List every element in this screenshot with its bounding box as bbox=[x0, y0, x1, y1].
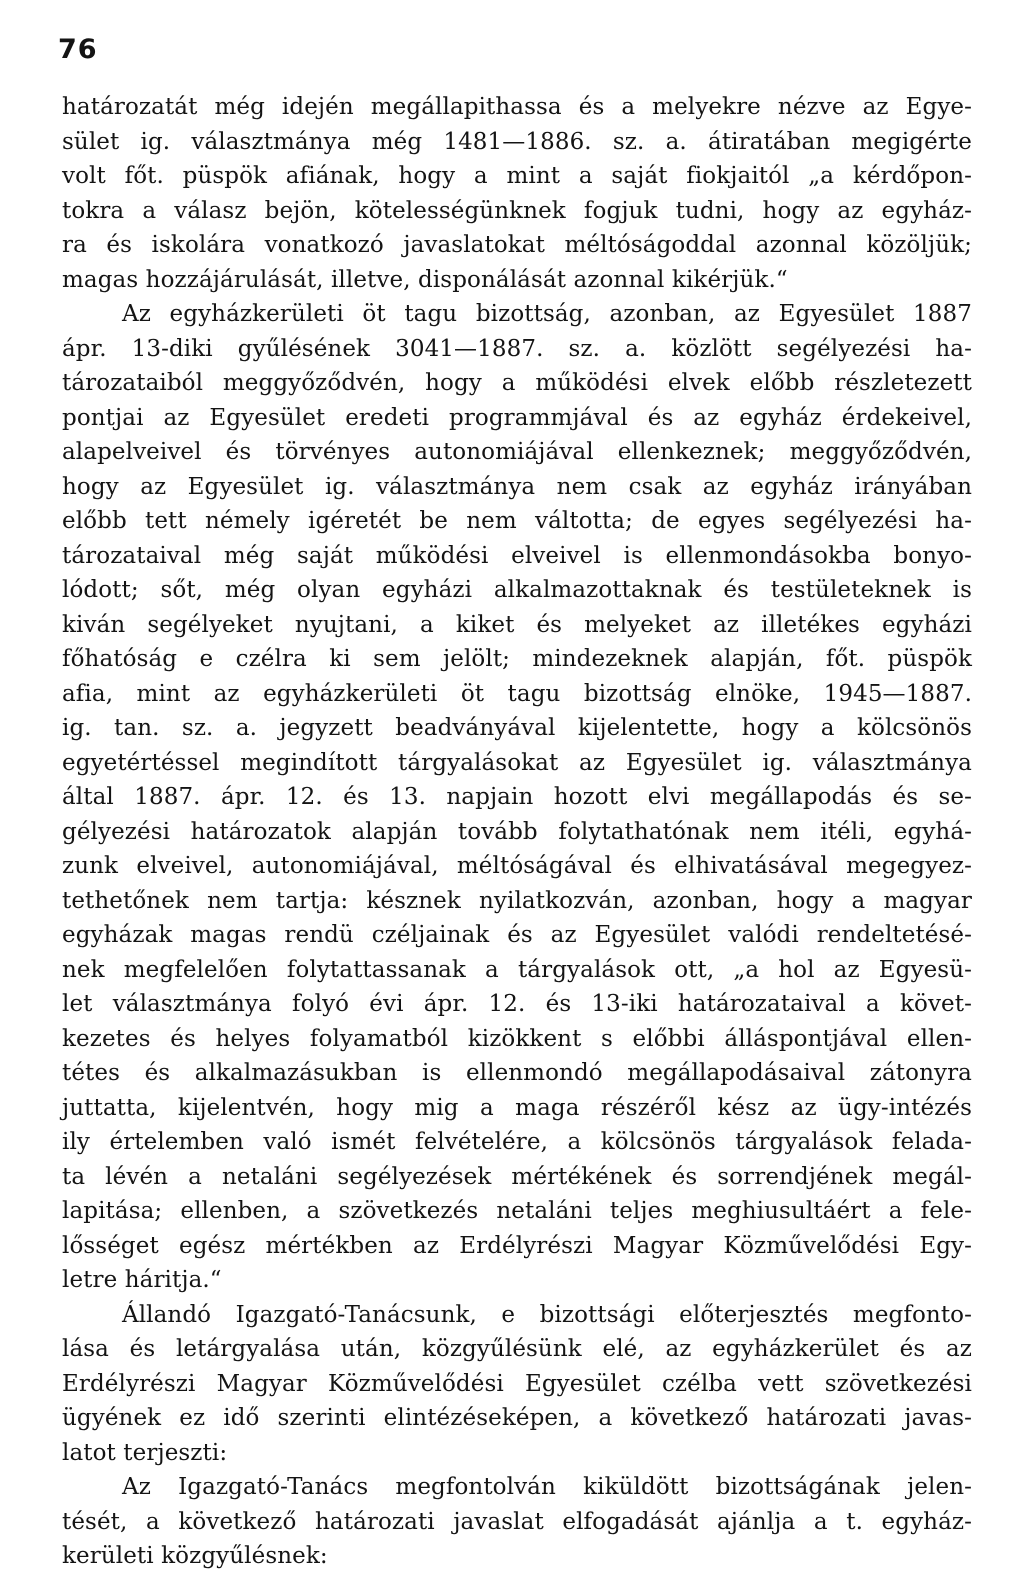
text-line: ápr. 13-diki gyűlésének 3041—1887. sz. a. közlött segélyezési ha- bbox=[62, 335, 972, 362]
text-line: határozatát még idején megállapithassa és a melyekre nézve az Egye- bbox=[62, 94, 972, 120]
paragraph-start-line: Az egyházkerületi öt tagu bizottság, azonban, az Egyesület 1887 bbox=[122, 301, 972, 327]
text-line: egyetértéssel megindított tárgyalásokat az Egyesület ig. választmánya bbox=[62, 749, 972, 776]
text-line: tethetőnek nem tartja: késznek nyilatkozván, azonban, hogy a magyar bbox=[62, 887, 972, 914]
text-line: hogy az Egyesület ig. választmánya nem csak az egyház irányában bbox=[62, 473, 972, 500]
text-line: tározataival még saját működési elveivel is ellenmondásokba bonyo- bbox=[62, 542, 972, 569]
text-line: nek megfelelően folytattassanak a tárgyalások ott, „a hol az Egyesü- bbox=[62, 956, 972, 983]
text-line: kiván segélyeket nyujtani, a kiket és melyeket az illetékes egyházi bbox=[62, 611, 972, 638]
text-line: előbb tett némely igéretét be nem váltotta; de egyes segélyezési ha- bbox=[62, 508, 972, 534]
text-line: ra és iskolára vonatkozó javaslatokat méltóságoddal azonnal közöljük; bbox=[62, 232, 972, 258]
text-line: tározataiból meggyőződvén, hogy a működési elvek előbb részletezett bbox=[62, 370, 972, 396]
text-line: alapelveivel és törvényes autonomiájával ellenkeznek; meggyőződvén, bbox=[62, 439, 972, 465]
text-line: Erdélyrészi Magyar Közművelődési Egyesület czélba vett szövetkezési bbox=[62, 1370, 972, 1397]
text-line: magas hozzájárulását, illetve, disponálását azonnal kikérjük.“ bbox=[62, 266, 788, 293]
text-line: tését, a következő határozati javaslat elfogadását ajánlja a t. egyház- bbox=[62, 1508, 972, 1535]
text-line: letre háritja.“ bbox=[62, 1267, 222, 1293]
text-line: gélyezési határozatok alapján tovább folytathatónak nem itéli, egyhá- bbox=[62, 818, 972, 845]
text-line: lapitása; ellenben, a szövetkezés netaláni teljes meghiusultáért a fele- bbox=[62, 1198, 972, 1224]
paragraph-start-line: Állandó Igazgató-Tanácsunk, e bizottsági előterjesztés megfonto- bbox=[122, 1301, 972, 1328]
body-text bbox=[62, 90, 972, 1574]
text-line: ily értelemben való ismét felvételére, a kölcsönös tárgyalások felada- bbox=[62, 1129, 972, 1155]
text-line: pontjai az Egyesület eredeti programmjával és az egyház érdekeivel, bbox=[62, 404, 972, 431]
paragraph-start-line: Az Igazgató-Tanács megfontolván kiküldött bizottságának jelen- bbox=[122, 1474, 972, 1500]
text-line: volt főt. püspök afiának, hogy a mint a saját fiokjaitól „a kérdőpon- bbox=[62, 163, 972, 189]
text-line: juttatta, kijelentvén, hogy mig a maga részéről kész az ügy-intézés bbox=[62, 1094, 972, 1121]
text-line: afia, mint az egyházkerületi öt tagu bizottság elnöke, 1945—1887. bbox=[62, 680, 972, 707]
text-line: által 1887. ápr. 12. és 13. napjain hozott elvi megállapodás és se- bbox=[62, 784, 972, 810]
text-line: zunk elveivel, autonomiájával, méltóságával és elhivatásával megegyez- bbox=[62, 853, 972, 879]
text-line: egyházak magas rendü czéljainak és az Egyesület valódi rendeltetésé- bbox=[62, 922, 972, 948]
text-line: kerületi közgyűlésnek: bbox=[62, 1543, 328, 1569]
text-line: lősséget egész mértékben az Erdélyrészi Magyar Közművelődési Egy- bbox=[62, 1232, 972, 1259]
text-line: tétes és alkalmazásukban is ellenmondó megállapodásaival zátonyra bbox=[62, 1060, 972, 1086]
text-line: lódott; sőt, még olyan egyházi alkalmazottaknak és testületeknek is bbox=[62, 577, 972, 603]
text-line: kezetes és helyes folyamatból kizökkent s előbbi álláspontjával ellen- bbox=[62, 1025, 972, 1052]
text-line: főhatóság e czélra ki sem jelölt; mindezeknek alapján, főt. püspök bbox=[62, 646, 972, 672]
text-line: tokra a válasz bejön, kötelességünknek fogjuk tudni, hogy az egyház- bbox=[62, 197, 972, 224]
text-line: ig. tan. sz. a. jegyzett beadványával kijelentette, hogy a kölcsönös bbox=[62, 715, 972, 741]
text-line: sület ig. választmánya még 1481—1886. sz. a. átiratában megigérte bbox=[62, 128, 972, 155]
page-number: 76 bbox=[58, 34, 98, 65]
text-line: ügyének ez idő szerinti elintézéseképen, a következő határozati javas- bbox=[62, 1405, 972, 1431]
text-line: ta lévén a netaláni segélyezések mértékének és sorrendjének megál- bbox=[62, 1163, 972, 1190]
text-line: let választmánya folyó évi ápr. 12. és 13-iki határozataival a követ- bbox=[62, 991, 972, 1017]
text-line: lása és letárgyalása után, közgyűlésünk elé, az egyházkerület és az bbox=[62, 1336, 972, 1362]
text-line: latot terjeszti: bbox=[62, 1439, 228, 1466]
